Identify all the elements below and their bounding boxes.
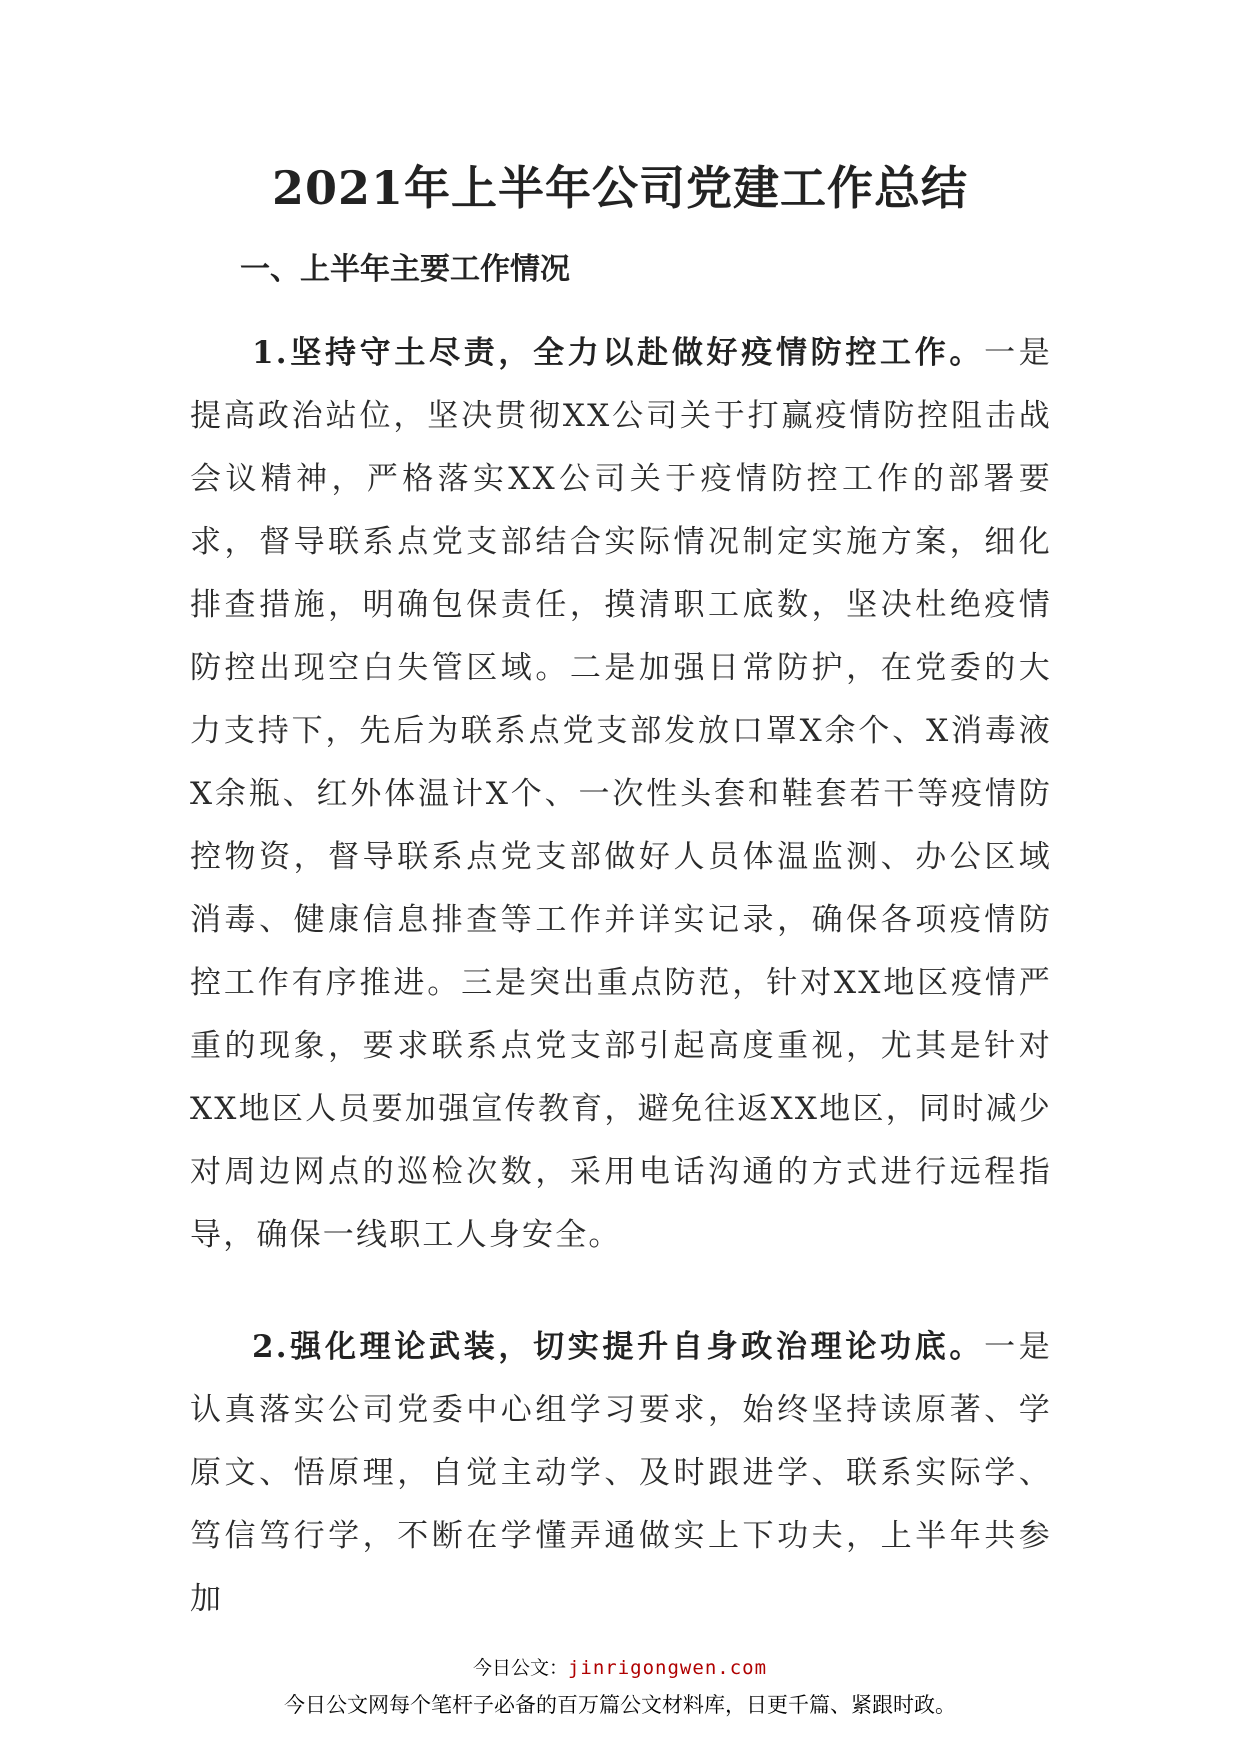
- footer-site-url[interactable]: jinrigongwen.com: [567, 1657, 768, 1679]
- paragraph: [190, 1316, 1052, 1631]
- paragraph-lead: 2.强化理论武装，切实提升自身政治理论功底。: [252, 1329, 985, 1365]
- footer-site-label: 今日公文：: [472, 1657, 568, 1679]
- document-title: 2021年上半年公司党建工作总结: [271, 161, 969, 215]
- paragraph: [190, 322, 1052, 1267]
- footer-site: [0, 1654, 1240, 1682]
- paragraph-body: 一是认真落实公司党委中心组学习要求，始终坚持读原著、学原文、悟原理，自觉主动学、及时跟进学、联系实际学、笃信笃行学，不断在学懂弄通做实上下功夫，上半年共参加: [190, 1329, 1053, 1617]
- paragraph-body: 一是提高政治站位，坚决贯彻XX公司关于打赢疫情防控阻击战会议精神，严格落实XX公司关于疫情防控工作的部署要求，督导联系点党支部结合实际情况制定实施方案，细化排查措施，明确包保责任，摸清职工底数，坚决杜绝疫情防控出现空白失管区域。二是加强日常防护，在党委的大力支持下，先后为联系点党支部发放口罩X余个、X消毒液X余瓶、红外体温计X个、一次性头套和鞋套若干等疫情防控物资，督导联系点党支部做好人员体温监测、办公区域消毒、健康信息排查等工作并详实记录，确保各项疫情防控工作有序推进。三是突出重点防范，针对XX地区疫情严重的现象，要求联系点党支部引起高度重视，尤其是针对XX地区人员要加强宣传教育，避免往返XX地区，同时减少对周边网点的巡检次数，采用电话沟通的方式进行远程指导，确保一线职工人身安全。: [190, 335, 1053, 1253]
- paragraph-lead: 1.坚持守土尽责，全力以赴做好疫情防控工作。: [252, 335, 985, 371]
- footer-slogan: 今日公文网每个笔杆子必备的百万篇公文材料库，日更千篇、紧跟时政。: [284, 1693, 956, 1717]
- section-heading: 一、上半年主要工作情况: [240, 252, 570, 287]
